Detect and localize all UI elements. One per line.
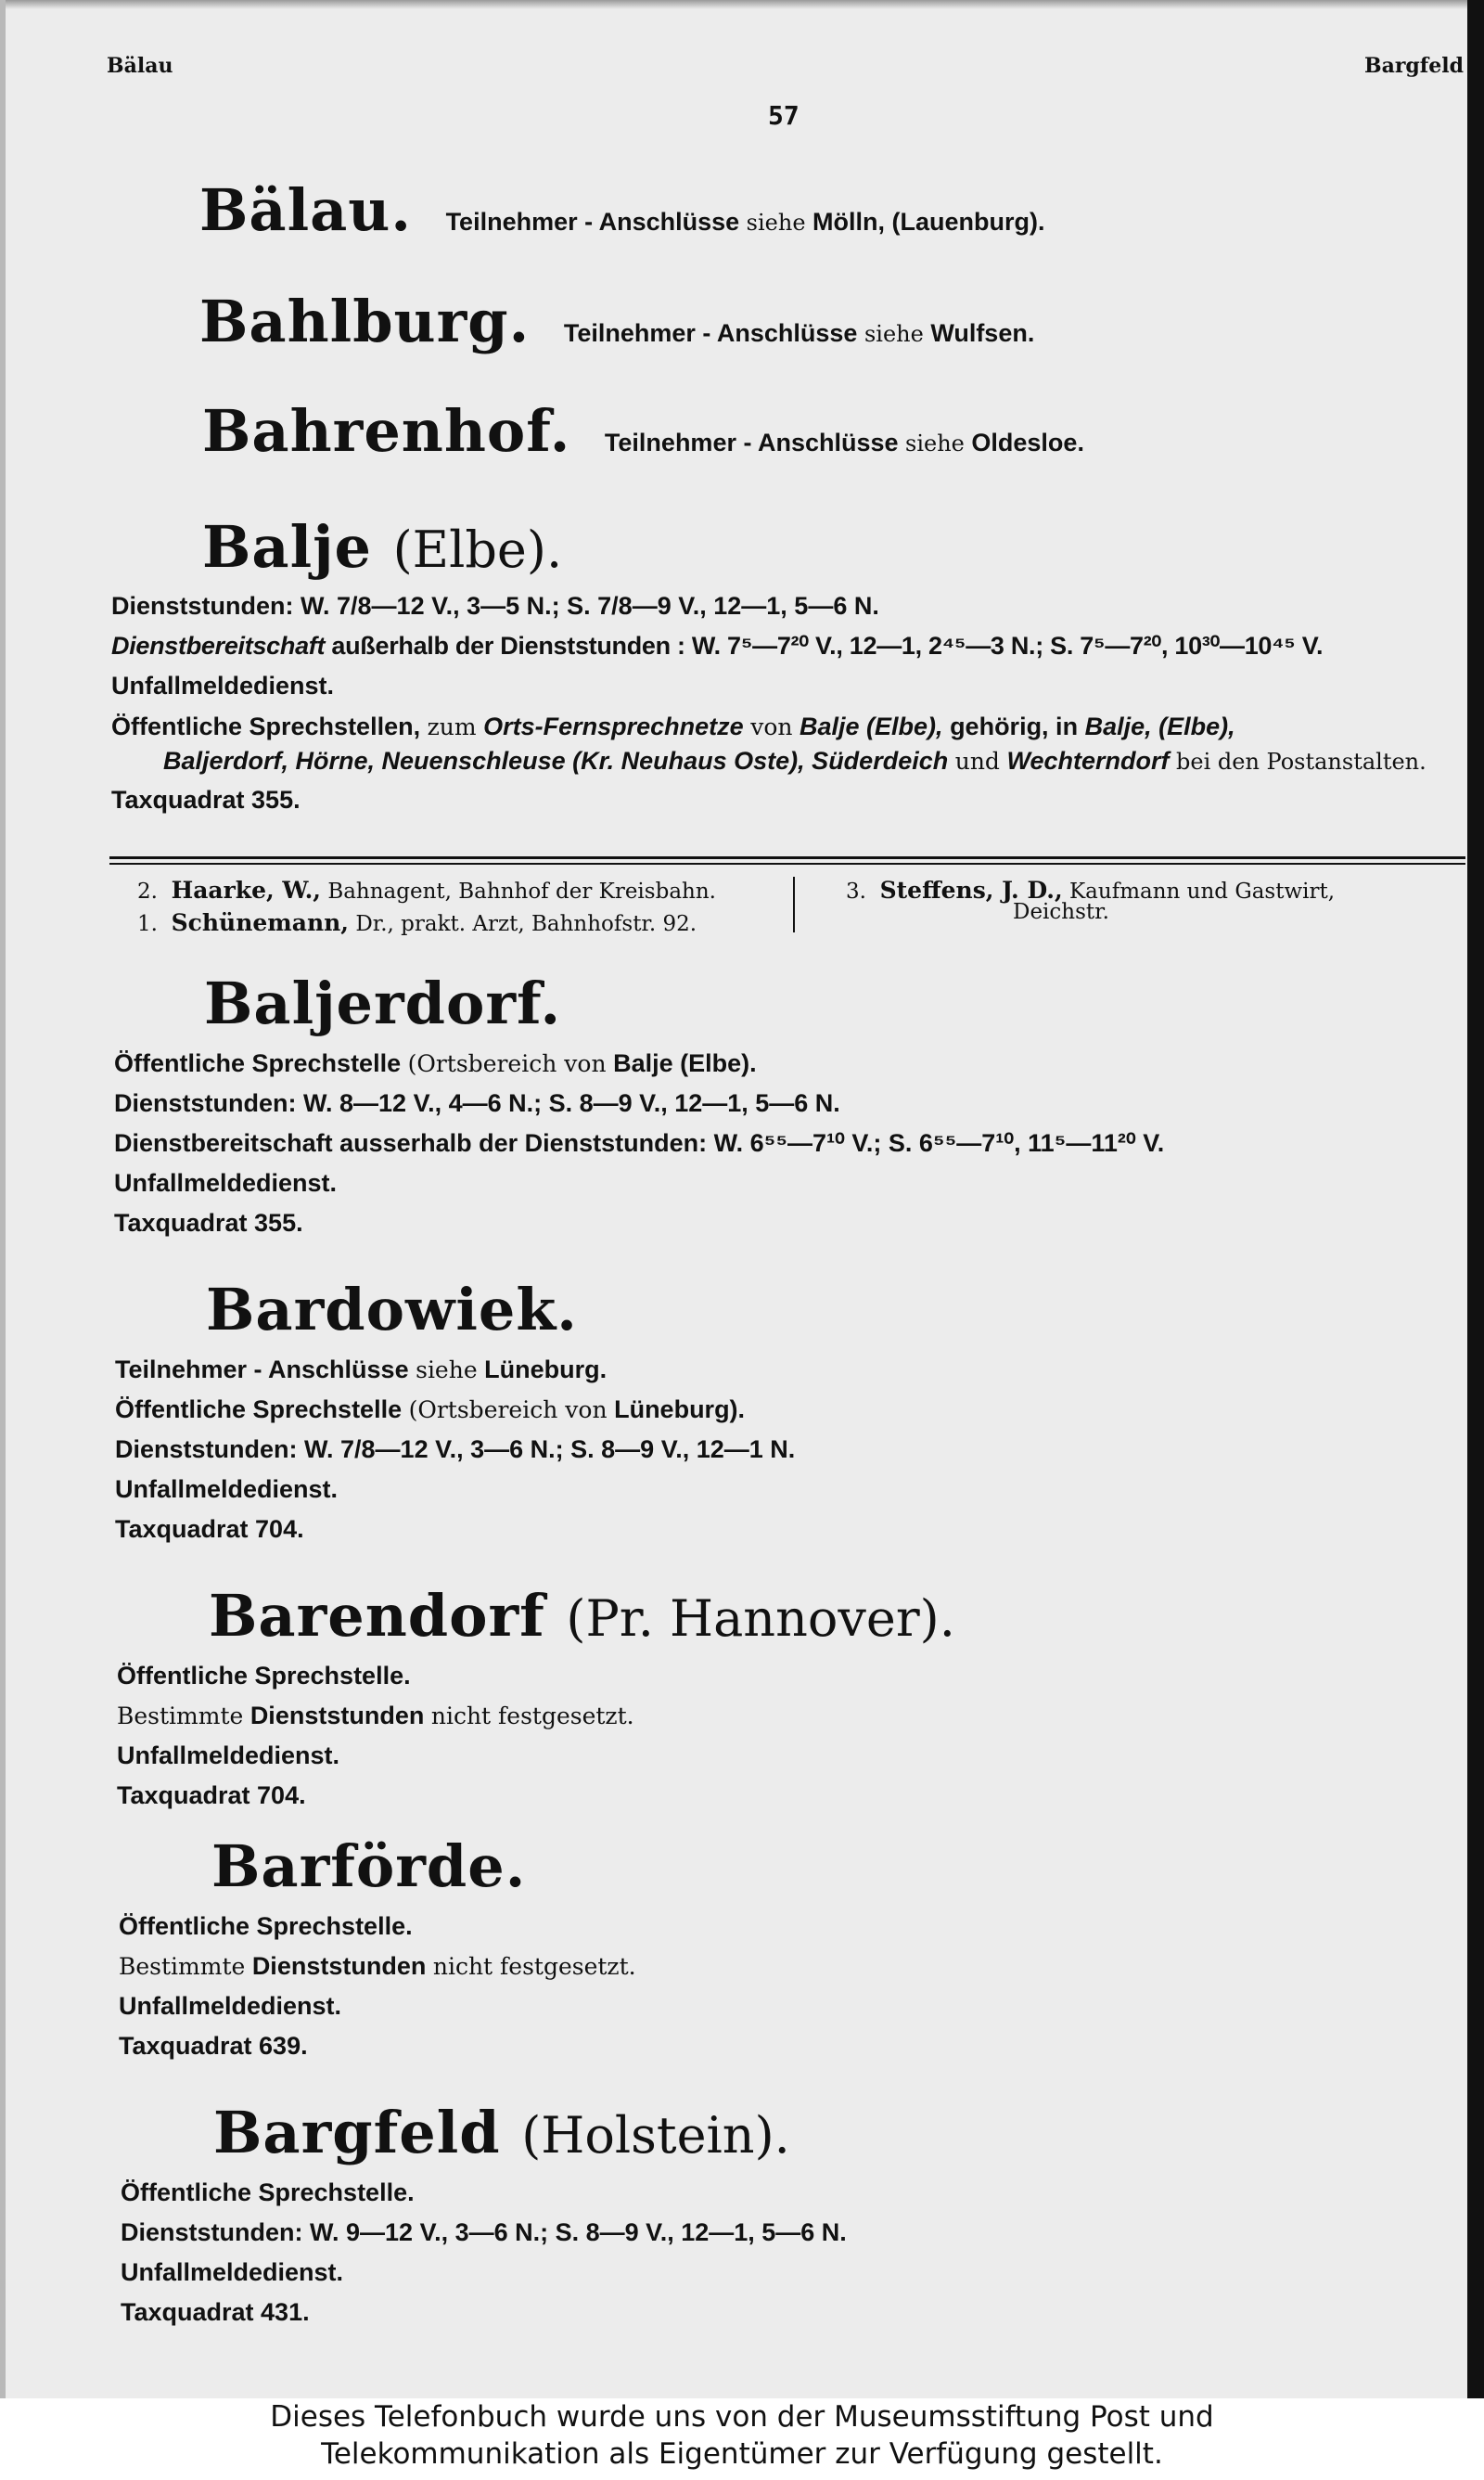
place-name: Bahrenhof.: [202, 397, 571, 465]
place-name: Bargfeld: [213, 2099, 501, 2166]
subscriber-description: Kaufmann und Gastwirt,: [1068, 880, 1336, 904]
place-name: Barendorf: [209, 1582, 545, 1650]
entry-barendorf: [209, 1582, 1484, 1650]
entry-baelau: [199, 176, 1484, 244]
subscriber-description: Bahnagent, Bahnhof der Kreisbahn.: [327, 880, 716, 904]
service-hours: Dienststunden: W. 8—12 V., 4—6 N.; S. 8—9 V., 12—1, 5—6 N.: [114, 1089, 840, 1117]
service-hours: Dienststunden: W. 9—12 V., 3—6 N.; S. 8—9 V., 12—1, 5—6 N.: [121, 2218, 847, 2246]
cross-reference: Teilnehmer - Anschlüsse siehe Mölln, (Lauenburg).: [445, 208, 1045, 236]
entry-title: [199, 288, 1484, 355]
cross-reference: Teilnehmer - Anschlüsse siehe Wulfsen.: [563, 319, 1035, 347]
tax-square: Taxquadrat 355.: [111, 786, 301, 814]
subscriber-number: 3.: [846, 880, 866, 904]
service-hours-note: Bestimmte Dienststunden nicht festgesetzt.: [119, 1952, 636, 1980]
public-call-office: Öffentliche Sprechstelle.: [117, 1662, 411, 1690]
accident-service: Unfallmeldedienst.: [114, 1169, 338, 1197]
accident-service: Unfallmeldedienst.: [119, 1992, 342, 2020]
place-name: Bahlburg.: [199, 288, 531, 355]
divider-rule: [109, 856, 1465, 859]
subscriber-name: Schünemann,: [171, 909, 349, 936]
place-qualifier: (Holstein).: [521, 2106, 790, 2165]
service-hours: Dienststunden: W. 7/8—12 V., 3—5 N.; S. 7/8—9 V., 12—1, 5—6 N.: [111, 592, 879, 620]
service-hours-note: Bestimmte Dienststunden nicht festgesetzt.: [117, 1702, 634, 1729]
barendorf-details: [117, 1656, 1465, 1816]
attribution-line-2: Telekommunikation als Eigentümer zur Verfügung gestellt.: [321, 2437, 1163, 2471]
accident-service: Unfallmeldedienst.: [111, 672, 335, 700]
public-call-office: Öffentliche Sprechstelle.: [121, 2178, 415, 2206]
place-qualifier: (Pr. Hannover).: [566, 1589, 955, 1648]
cross-reference: Teilnehmer - Anschlüsse siehe Lüneburg.: [115, 1356, 608, 1383]
public-call-office: Öffentliche Sprechstelle (Ortsbereich von Balje (Elbe).: [114, 1049, 757, 1077]
entry-title: [202, 513, 1484, 581]
tax-square: Taxquadrat 704.: [115, 1515, 304, 1543]
subscriber-row: [137, 909, 697, 936]
subscriber-name: Steffens, J. D.,: [879, 877, 1063, 904]
tax-square: Taxquadrat 355.: [114, 1209, 303, 1237]
entry-title: [213, 2099, 1484, 2166]
page-top-shadow: [0, 0, 1484, 9]
page-left-edge: [0, 0, 6, 2398]
page-number: 57: [768, 100, 800, 131]
subscriber-row: [137, 877, 716, 904]
attribution-footer: [0, 2398, 1484, 2480]
bardowiek-details: [115, 1350, 1465, 1549]
baljerdorf-details: [114, 1044, 1465, 1243]
public-call-offices: Öffentliche Sprechstellen, zum Orts-Fernsprechnetze von Balje (Elbe), gehörig, in Balje, (Elbe), Baljerdorf, Hörne, Neuenschleuse (Kr. Neuhaus Oste), Süderdeich und Wechterndorf bei den Postanstalten.: [111, 713, 1426, 775]
accident-service: Unfallmeldedienst.: [115, 1475, 339, 1503]
attribution-line-1: Dieses Telefonbuch wurde uns von der Museumsstiftung Post und: [270, 2400, 1214, 2434]
entry-bahlburg: [199, 288, 1484, 355]
place-name: Bälau.: [199, 176, 412, 244]
service-hours: Dienststunden: W. 7/8—12 V., 3—6 N.; S. 8—9 V., 12—1 N.: [115, 1435, 796, 1463]
balje-details: [111, 586, 1465, 820]
entry-bahrenhof: [202, 397, 1484, 465]
entry-bargfeld: [213, 2099, 1484, 2166]
public-call-office: Öffentliche Sprechstelle (Ortsbereich von Lüneburg).: [115, 1395, 746, 1423]
standby-hours: Dienstbereitschaft ausserhalb der Dienststunden: W. 6⁵⁵—7¹⁰ V.; S. 6⁵⁵—7¹⁰, 11⁵—11²⁰ V.: [114, 1129, 1165, 1157]
cross-reference: Teilnehmer - Anschlüsse siehe Oldesloe.: [604, 429, 1084, 456]
place-qualifier: (Elbe).: [392, 520, 563, 579]
divider-rule: [109, 863, 1465, 865]
running-header-right: Bargfeld: [1363, 54, 1464, 78]
subscriber-number: 1.: [137, 912, 158, 936]
subscriber-number: 2.: [137, 880, 158, 904]
entry-title: [209, 1582, 1484, 1650]
entry-balje: [202, 513, 1484, 581]
accident-service: Unfallmeldedienst.: [121, 2258, 344, 2286]
entry-barfoerde: [211, 1832, 1484, 1900]
column-separator: [793, 877, 795, 932]
tax-square: Taxquadrat 639.: [119, 2032, 308, 2060]
place-name: Balje: [202, 513, 373, 581]
entry-title: [202, 397, 1484, 465]
page-right-edge: [1467, 0, 1484, 2398]
entry-bardowiek: [206, 1276, 1484, 1343]
place-name: Bardowiek.: [206, 1276, 578, 1343]
subscriber-address: Deichstr.: [1013, 900, 1109, 924]
place-name: Barförde.: [211, 1832, 527, 1900]
tax-square: Taxquadrat 431.: [121, 2298, 310, 2326]
accident-service: Unfallmeldedienst.: [117, 1741, 340, 1769]
subscriber-description: Dr., prakt. Arzt, Bahnhofstr. 92.: [355, 912, 697, 936]
barfoerde-details: [119, 1907, 1465, 2066]
running-header-left: Bälau: [107, 54, 173, 78]
standby-hours: Dienstbereitschaft außerhalb der Dienststunden : W. 7⁵—7²⁰ V., 12—1, 2⁴⁵—3 N.; S. 7⁵—7²⁰, 10³⁰—10⁴⁵ V.: [111, 632, 1324, 660]
subscriber-name: Haarke, W.,: [171, 877, 321, 904]
tax-square: Taxquadrat 704.: [117, 1781, 306, 1809]
bargfeld-details: [121, 2173, 1465, 2332]
public-call-office: Öffentliche Sprechstelle.: [119, 1912, 413, 1940]
entry-title: [199, 176, 1484, 244]
place-name: Baljerdorf.: [204, 970, 562, 1037]
entry-baljerdorf: [204, 970, 1484, 1037]
